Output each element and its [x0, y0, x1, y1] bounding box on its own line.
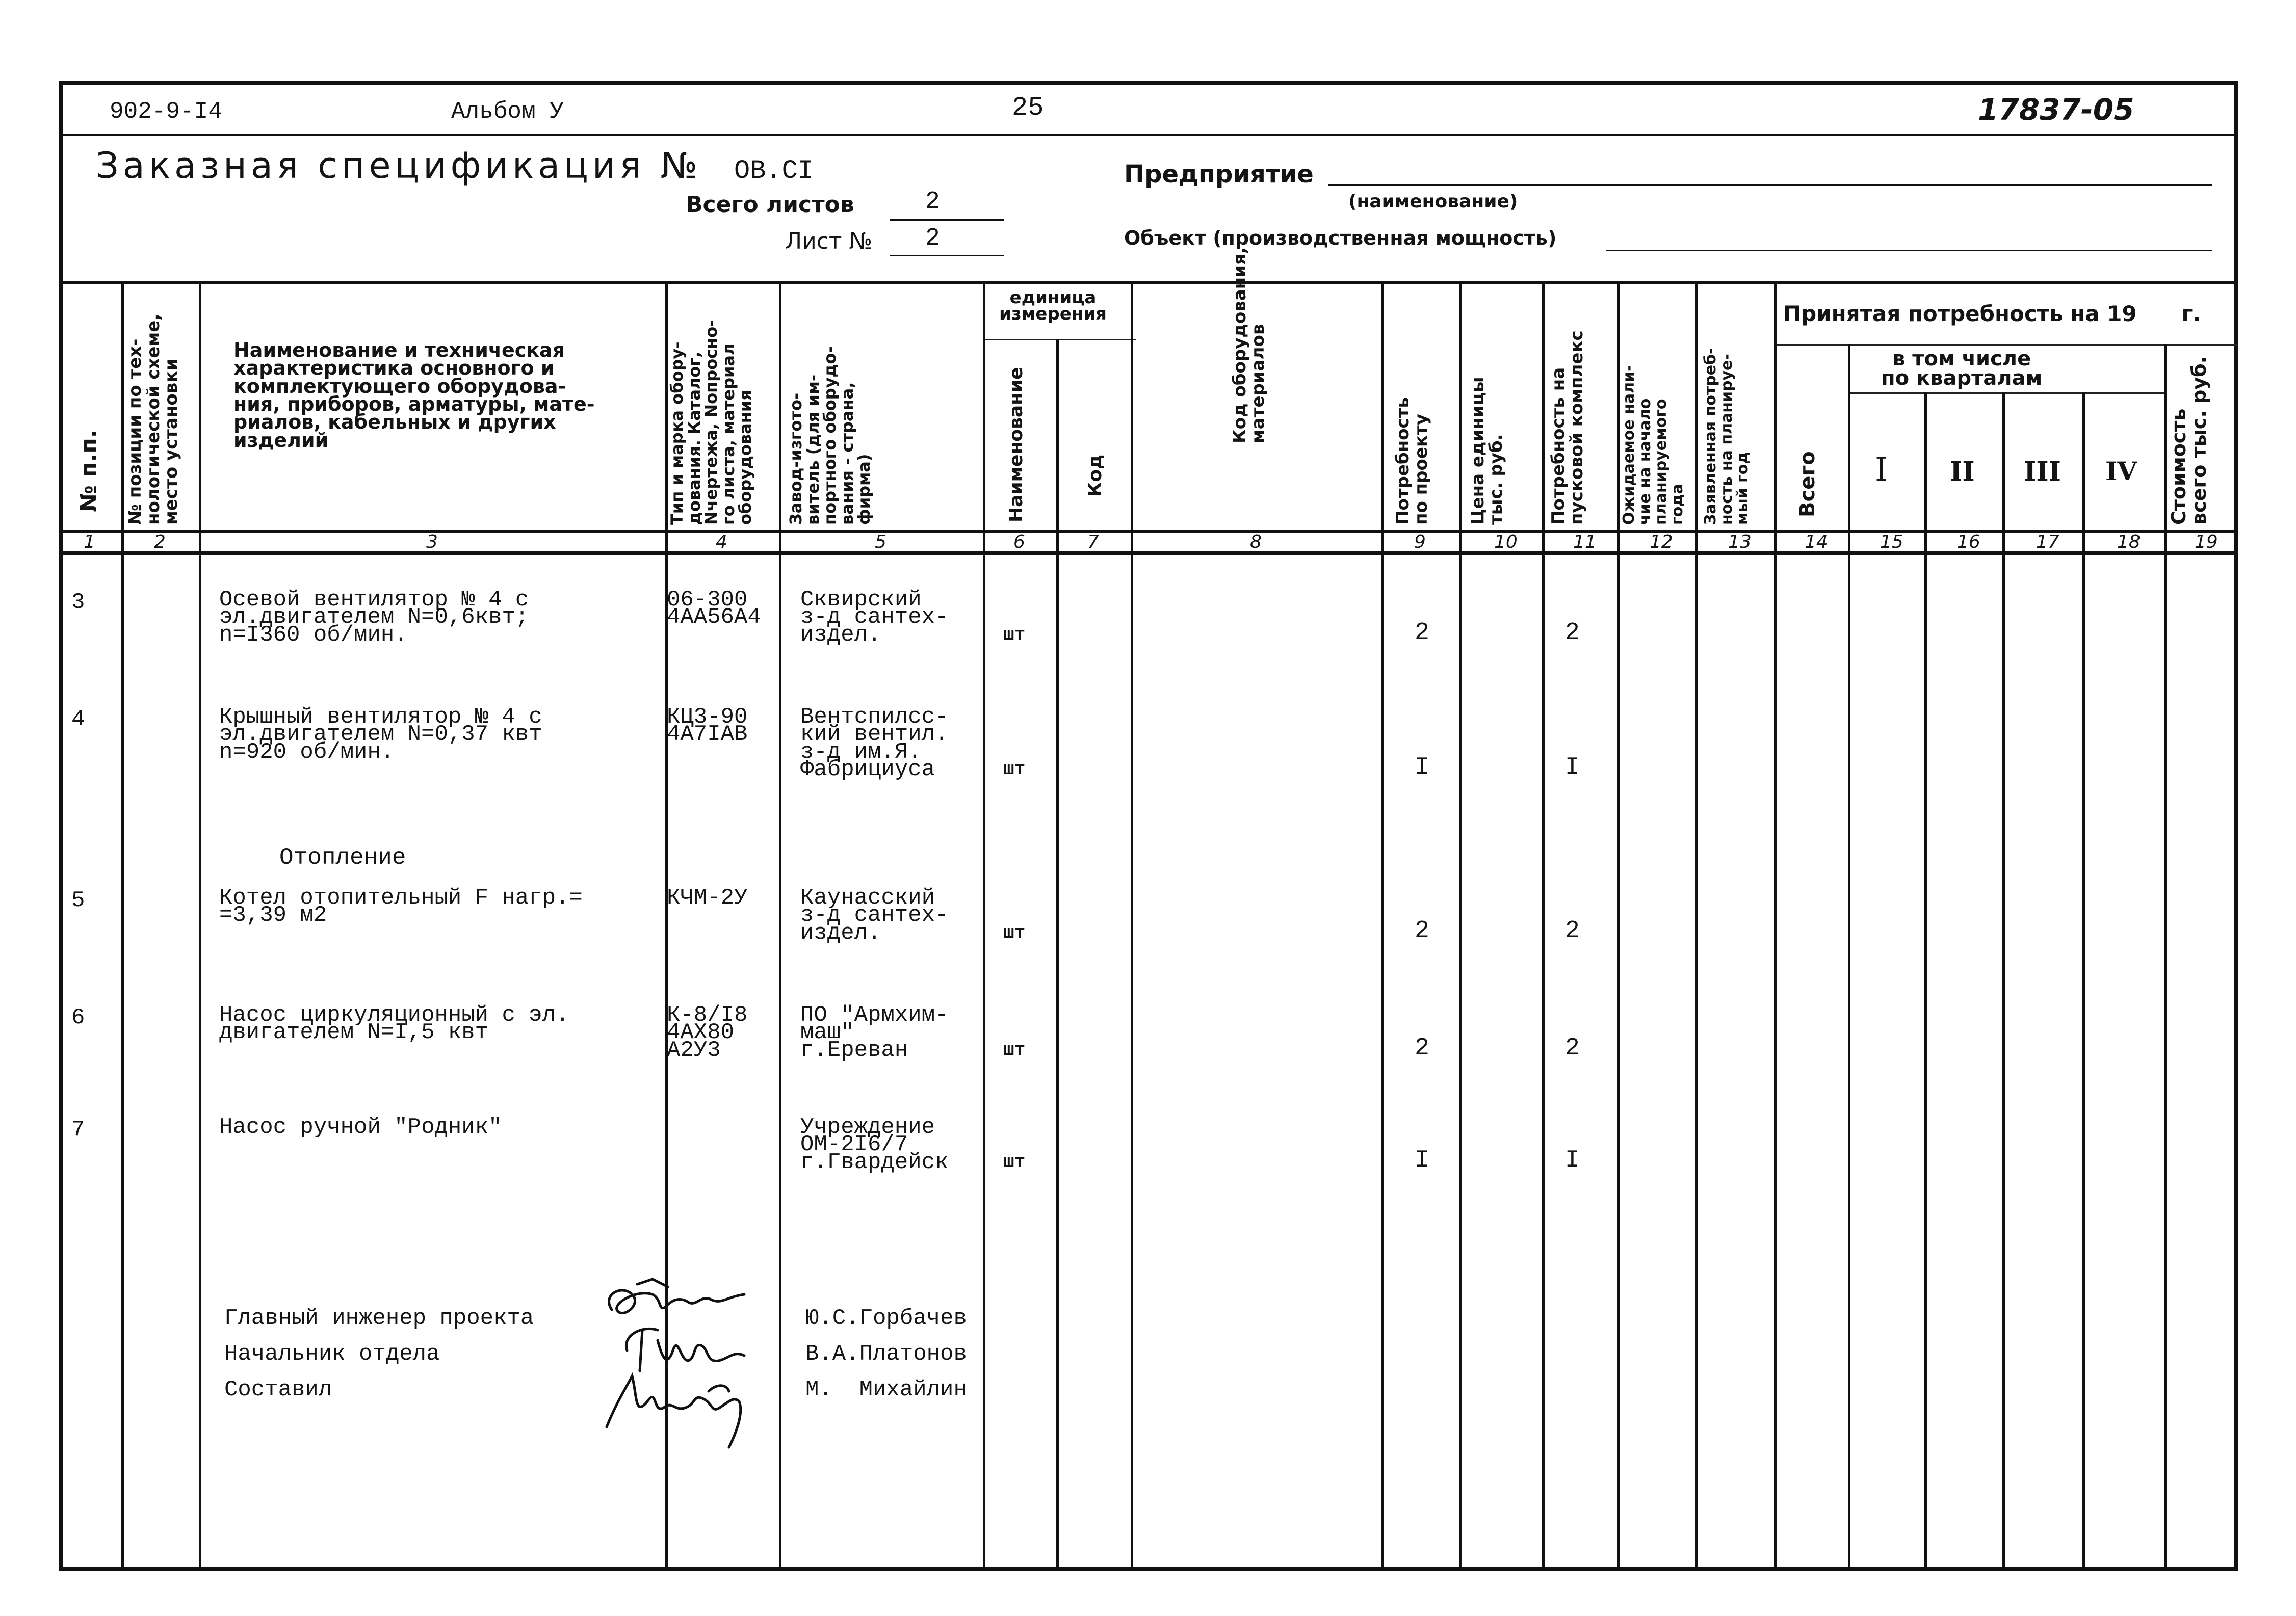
column-number: 19	[2195, 532, 2218, 552]
col-header-7: Код	[1085, 454, 1106, 497]
signatory-name: В.А.Платонов	[805, 1341, 967, 1367]
sheet-underline	[890, 255, 1004, 256]
manufacturer: Сквирский з-д сантех- издел.	[800, 587, 949, 648]
title-divider	[59, 281, 2238, 284]
total-sheets-underline	[890, 219, 1004, 221]
qty-project: 2	[1415, 619, 1429, 647]
unit-name: шт	[1003, 759, 1026, 780]
enterprise-label: Предприятие	[1124, 160, 1314, 189]
section-heading: Отопление	[279, 844, 406, 871]
accepted-group-header: Принятая потребность на 19 г.	[1783, 301, 2201, 326]
page-number: 25	[1012, 93, 1044, 123]
col-line	[1056, 339, 1059, 1571]
col-line	[1542, 281, 1545, 1571]
col-header-13: Заявленная потреб- ность на планируе- мый год	[1702, 348, 1752, 525]
unit-name: шт	[1003, 1152, 1026, 1173]
inventory-number: 17837-05	[1978, 92, 2134, 127]
quarters-group-header: в том числе по кварталам	[1881, 347, 2043, 390]
signature-role: Начальник отдела	[224, 1341, 440, 1367]
column-number: 12	[1650, 532, 1673, 552]
column-numbers-bottom	[59, 551, 2238, 555]
signature-role: Составил	[224, 1377, 332, 1402]
qty-project: I	[1415, 754, 1429, 781]
signatory-name: Ю.С.Горбачев	[805, 1306, 967, 1331]
album-label: Альбом У	[451, 98, 564, 125]
accepted-group-divider	[1774, 344, 2238, 346]
column-numbers-top	[59, 530, 2238, 533]
column-number: 2	[154, 532, 166, 552]
enterprise-hint: (наименование)	[1348, 191, 1518, 212]
qty-launch: 2	[1565, 619, 1580, 647]
spec-title: Заказная спецификация №	[96, 145, 702, 187]
column-number: 11	[1573, 532, 1597, 552]
col-header-14: Всего	[1796, 451, 1819, 517]
total-sheets-value: 2	[925, 188, 940, 216]
item-name: Крышный вентилятор № 4 с эл.двигателем N=0,37 квт n=920 об/мин.	[219, 704, 542, 765]
col-header-15: I	[1875, 451, 1888, 489]
col-line	[1459, 281, 1462, 1571]
column-number: 8	[1250, 532, 1262, 552]
spec-number: ОВ.СI	[734, 156, 814, 186]
item-type: 06-300 4АА56А4	[667, 587, 761, 630]
column-number: 1	[84, 532, 95, 552]
qty-project: I	[1415, 1147, 1429, 1174]
manufacturer: ПО "Армхим- маш" г.Ереван	[800, 1002, 949, 1063]
col-line	[2082, 392, 2085, 1571]
col-header-3: Наименование и техническая характеристика основного и комплектующего оборудова- ния, приборов, арматуры, мате- риалов, кабельных и других изделий	[233, 339, 595, 452]
col-header-1: № п.п.	[76, 429, 102, 512]
col-line	[199, 281, 201, 1571]
col-header-5: Завод-изгото- витель (для им- портного оборудо- вания - страна, фирма)	[786, 346, 874, 525]
column-number: 3	[426, 532, 438, 552]
col-line	[1381, 281, 1384, 1571]
row-number: 4	[71, 707, 85, 732]
manufacturer: Учреждение ОМ-2I6/7 г.Гвардейск	[800, 1115, 949, 1175]
item-name: Котел отопительный F нагр.= =3,39 м2	[219, 885, 583, 929]
col-line	[1774, 281, 1777, 1571]
col-line	[1131, 281, 1133, 1571]
sheet-label: Лист №	[785, 228, 873, 254]
unit-group-header: единица измерения	[999, 287, 1107, 325]
qty-launch: I	[1565, 754, 1580, 781]
enterprise-underline	[1328, 184, 2212, 186]
column-number: 10	[1494, 532, 1518, 552]
qty-launch: 2	[1565, 1035, 1580, 1062]
col-header-9: Потребность по проекту	[1393, 397, 1431, 525]
column-number: 18	[2117, 532, 2141, 552]
doc-code: 902-9-I4	[110, 98, 222, 125]
quarters-group-divider	[1848, 392, 2164, 394]
row-number: 7	[71, 1117, 85, 1143]
signatory-name: М. Михайлин	[805, 1377, 967, 1402]
column-number: 9	[1414, 532, 1426, 552]
unit-name: шт	[1003, 922, 1026, 943]
signature-role: Главный инженер проекта	[224, 1306, 534, 1331]
unit-name: шт	[1003, 624, 1026, 645]
qty-project: 2	[1415, 917, 1429, 945]
col-header-19: Стоимость всего тыс. руб.	[2168, 356, 2210, 525]
row-number: 5	[71, 888, 85, 913]
col-header-17: III	[2024, 456, 2061, 487]
column-number: 15	[1880, 532, 1903, 552]
qty-project: 2	[1415, 1035, 1429, 1062]
col-line	[1924, 392, 1927, 1571]
unit-group-divider	[983, 339, 1136, 340]
object-underline	[1606, 250, 2212, 251]
column-number: 13	[1728, 532, 1752, 552]
total-sheets-label: Всего листов	[686, 192, 854, 218]
col-header-4: Тип и марка обору- дования. Каталог, Nчертежа, Nопросно- го листа, материал оборудования	[667, 320, 755, 525]
item-type: КЦ3-90 4А7IАВ	[667, 704, 748, 748]
col-header-18: IV	[2105, 456, 2137, 486]
col-header-11: Потребность на пусковой комплекс	[1548, 330, 1587, 525]
column-number: 14	[1805, 532, 1828, 552]
column-number: 5	[875, 532, 886, 552]
row-number: 3	[71, 590, 85, 615]
col-line	[2164, 344, 2167, 1571]
col-header-12: Ожидаемое нали- чие на начало планируемого года	[1620, 365, 1686, 525]
col-line	[983, 281, 985, 1571]
col-header-2: № позиции по тех- нологической схеме, место установки	[125, 313, 182, 525]
unit-name: шт	[1003, 1040, 1026, 1061]
item-type: К-8/I8 4АХ80 А2У3	[667, 1002, 748, 1063]
col-line	[1848, 344, 1850, 1571]
column-number: 4	[716, 532, 727, 552]
qty-launch: I	[1565, 1147, 1580, 1174]
col-line	[2002, 392, 2005, 1571]
row-number: 6	[71, 1005, 85, 1030]
column-number: 6	[1013, 532, 1025, 552]
manufacturer: Вентспилсс- кий вентил. з-д им.Я. Фабрициуса	[800, 704, 949, 782]
col-header-8: Код оборудования, материалов	[1230, 247, 1268, 443]
manufacturer: Каунасский з-д сантех- издел.	[800, 885, 949, 946]
item-name: Насос ручной "Родник"	[219, 1115, 502, 1140]
col-line	[1695, 281, 1698, 1571]
col-line	[121, 281, 124, 1571]
column-number: 17	[2036, 532, 2059, 552]
col-header-6: Наименование	[1006, 367, 1027, 522]
col-line	[1617, 281, 1620, 1571]
col-header-16: II	[1950, 456, 1975, 487]
column-number: 7	[1087, 532, 1099, 552]
column-number: 16	[1957, 532, 1980, 552]
col-header-10: Цена единицы тыс. руб.	[1468, 377, 1506, 525]
qty-launch: 2	[1565, 917, 1580, 945]
object-label: Объект (производственная мощность)	[1124, 227, 1557, 249]
item-name: Осевой вентилятор № 4 с эл.двигателем N=0,6квт; n=I360 об/мин.	[219, 587, 529, 648]
handwritten-signatures	[591, 1274, 785, 1458]
item-name: Насос циркуляционный с эл. двигателем N=I,5 квт	[219, 1002, 569, 1046]
sheet-value: 2	[925, 225, 940, 252]
header-divider	[59, 134, 2238, 136]
item-type: КЧМ-2У	[667, 885, 748, 911]
